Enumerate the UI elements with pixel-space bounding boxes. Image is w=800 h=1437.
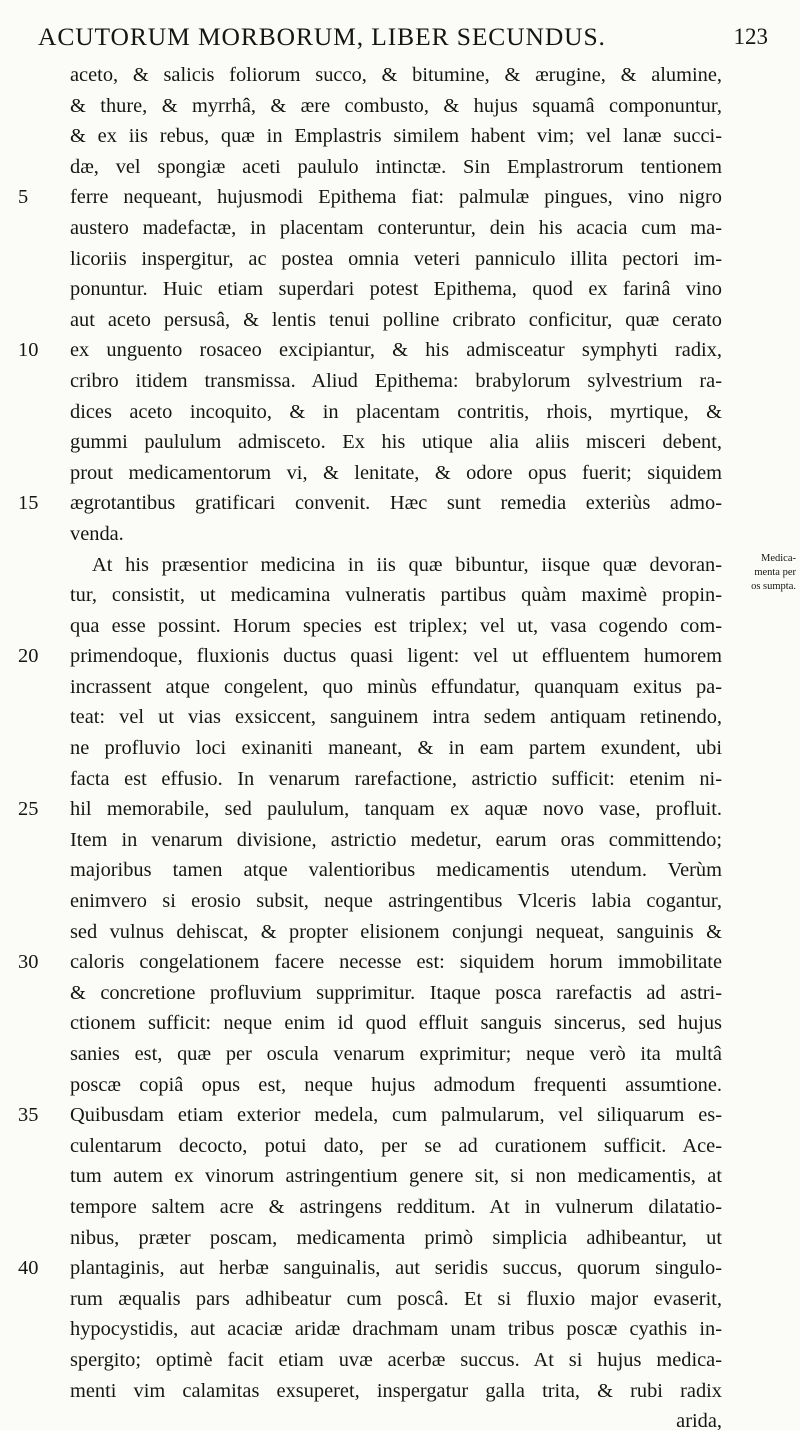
text-line: teat: vel ut vias exsiccent, sanguinem intra sedem antiquam retinendo, [70, 706, 722, 729]
text-line [18, 947, 722, 978]
text-line: cribro itidem transmissa. Aliud Epithema: brabylorum sylvestrium ra- [70, 369, 722, 392]
text-line: rum æqualis pars adhibeatur cum poscâ. Et si fluxio major evaserit, [70, 1287, 722, 1310]
text-line: prout medicamentorum vi, & lenitate, & odore opus fuerit; siquidem [70, 461, 722, 484]
text-line: gummi paululum admisceto. Ex his utique alia aliis misceri debent, [70, 431, 722, 454]
text-line: & concretione profluvium supprimitur. Itaque posca rarefactis ad astri- [70, 981, 722, 1004]
text-line: tempore saltem acre & astringens redditum. At in vulnerum dilatatio- [70, 1195, 722, 1218]
text-line [18, 641, 722, 672]
text-line-content: ferre nequeant, hujusmodi Epithema fiat: palmulæ pingues, vino nigro [70, 186, 722, 209]
text-line: spergito; optimè facit etiam uvæ acerbæ succus. At si hujus medica- [70, 1348, 722, 1371]
text-line: aut aceto persusâ, & lentis tenui polline cribrato conficitur, quæ cerato [70, 308, 722, 331]
text-line-content: plantaginis, aut herbæ sanguinalis, aut seridis succus, quorum singulo- [70, 1257, 722, 1280]
line-number: 20 [18, 645, 39, 668]
text-line: tum autem ex vinorum astringentium genere sit, si non medicamentis, at [70, 1165, 722, 1188]
page-number: 123 [733, 24, 768, 49]
text-line: ponuntur. Huic etiam superdari potest Epithema, quod ex farinâ vino [70, 278, 722, 301]
text-line: majoribus tamen atque valentioribus medicamentis utendum. Verùm [70, 859, 722, 882]
text-line: & ex iis rebus, quæ in Emplastris similem habent vim; vel lanæ succi- [70, 125, 722, 148]
text-line [18, 1100, 722, 1131]
body-text [18, 60, 722, 1437]
text-line: tur, consistit, ut medicamina vulneratis partibus quàm maximè propin- [70, 584, 722, 607]
text-line: qua esse possint. Horum species est triplex; vel ut, vasa cogendo com- [70, 614, 722, 637]
text-line-content: ægrotantibus gratificari convenit. Hæc sunt remedia exteriùs admo- [70, 492, 722, 515]
margin-note-line: Medica- [761, 553, 796, 564]
text-line-content: Quibusdam etiam exterior medela, cum palmularum, vel siliquarum es- [70, 1104, 722, 1127]
text-line: licoriis inspergitur, ac postea omnia veteri panniculo illita pectori im- [70, 247, 722, 270]
text-line: hypocystidis, aut acaciæ aridæ drachmam unam tribus poscæ cyathis in- [70, 1318, 722, 1341]
text-line: ne profluvio loci exinaniti maneant, & in eam partem exundent, ubi [70, 737, 722, 760]
text-line: dices aceto incoquito, & in placentam contritis, rhois, myrtique, & [70, 400, 722, 423]
text-line: venda. [70, 522, 124, 545]
margin-note-line: menta per [754, 567, 796, 578]
line-number: 10 [18, 339, 39, 362]
text-line-content: ex unguento rosaceo excipiantur, & his admisceatur symphyti radix, [70, 339, 722, 362]
text-line-content: hil memorabile, sed paululum, tanquam ex aquæ novo vase, profluit. [70, 798, 722, 821]
text-line: ctionem sufficit: neque enim id quod effluit sanguis sincerus, sed hujus [70, 1012, 722, 1035]
text-line-content: caloris congelationem facere necesse est: siquidem horum immobilitate [70, 951, 722, 974]
margin-note [732, 552, 796, 594]
text-line [18, 1253, 722, 1284]
line-number: 40 [18, 1257, 39, 1280]
text-line: facta est effusio. In venarum rarefactione, astrictio sufficit: etenim ni- [70, 767, 722, 790]
text-line: & thure, & myrrhâ, & ære combusto, & hujus squamâ componuntur, [70, 94, 722, 117]
text-line [18, 335, 722, 366]
text-line: nibus, præter poscam, medicamenta primò simplicia adhibeantur, ut [70, 1226, 722, 1249]
page-header [38, 20, 768, 54]
text-line [18, 794, 722, 825]
text-line: austero madefactæ, in placentam conteruntur, dein his acacia cum ma- [70, 216, 722, 239]
text-line [18, 182, 722, 213]
line-number: 25 [18, 798, 39, 821]
line-number: 30 [18, 951, 39, 974]
text-line: incrassent atque congelent, quo minùs effundatur, quanquam exitus pa- [70, 675, 722, 698]
text-line: aceto, & salicis foliorum succo, & bitumine, & ærugine, & alumine, [70, 64, 722, 86]
text-line-content: primendoque, fluxionis ductus quasi ligent: vel ut effluentem humorem [70, 645, 722, 668]
text-line: arida, [676, 1410, 722, 1433]
line-number: 5 [18, 186, 29, 209]
text-line [18, 488, 722, 519]
text-line: menti vim calamitas exsuperet, inspergatur galla trita, & rubi radix [70, 1379, 722, 1402]
text-line: Item in venarum divisione, astrictio medetur, earum oras committendo; [70, 828, 722, 851]
text-line: enimvero si erosio subsit, neque astringentibus Vlceris labia cogantur, [70, 890, 722, 913]
text-line: At his præsentior medicina in iis quæ bibuntur, iisque quæ devoran- [92, 553, 722, 576]
text-line: sanies est, quæ per oscula venarum exprimitur; neque verò ita multâ [70, 1043, 722, 1065]
margin-note-line: os sumpta. [751, 581, 796, 592]
text-line: culentarum decocto, potui dato, per se ad curationem sufficit. Ace- [70, 1134, 722, 1157]
line-number: 15 [18, 492, 39, 515]
line-number: 35 [18, 1104, 39, 1127]
text-line: sed vulnus dehiscat, & propter elisionem conjungi nequeat, sanguinis & [70, 920, 722, 943]
text-line: poscæ copiâ opus est, neque hujus admodum frequenti assumtione. [70, 1073, 722, 1096]
running-title: ACUTORUM MORBORUM, LIBER SECUNDUS. [38, 22, 606, 51]
text-line: dæ, vel spongiæ aceti paululo intinctæ. Sin Emplastrorum tentionem [70, 155, 722, 178]
